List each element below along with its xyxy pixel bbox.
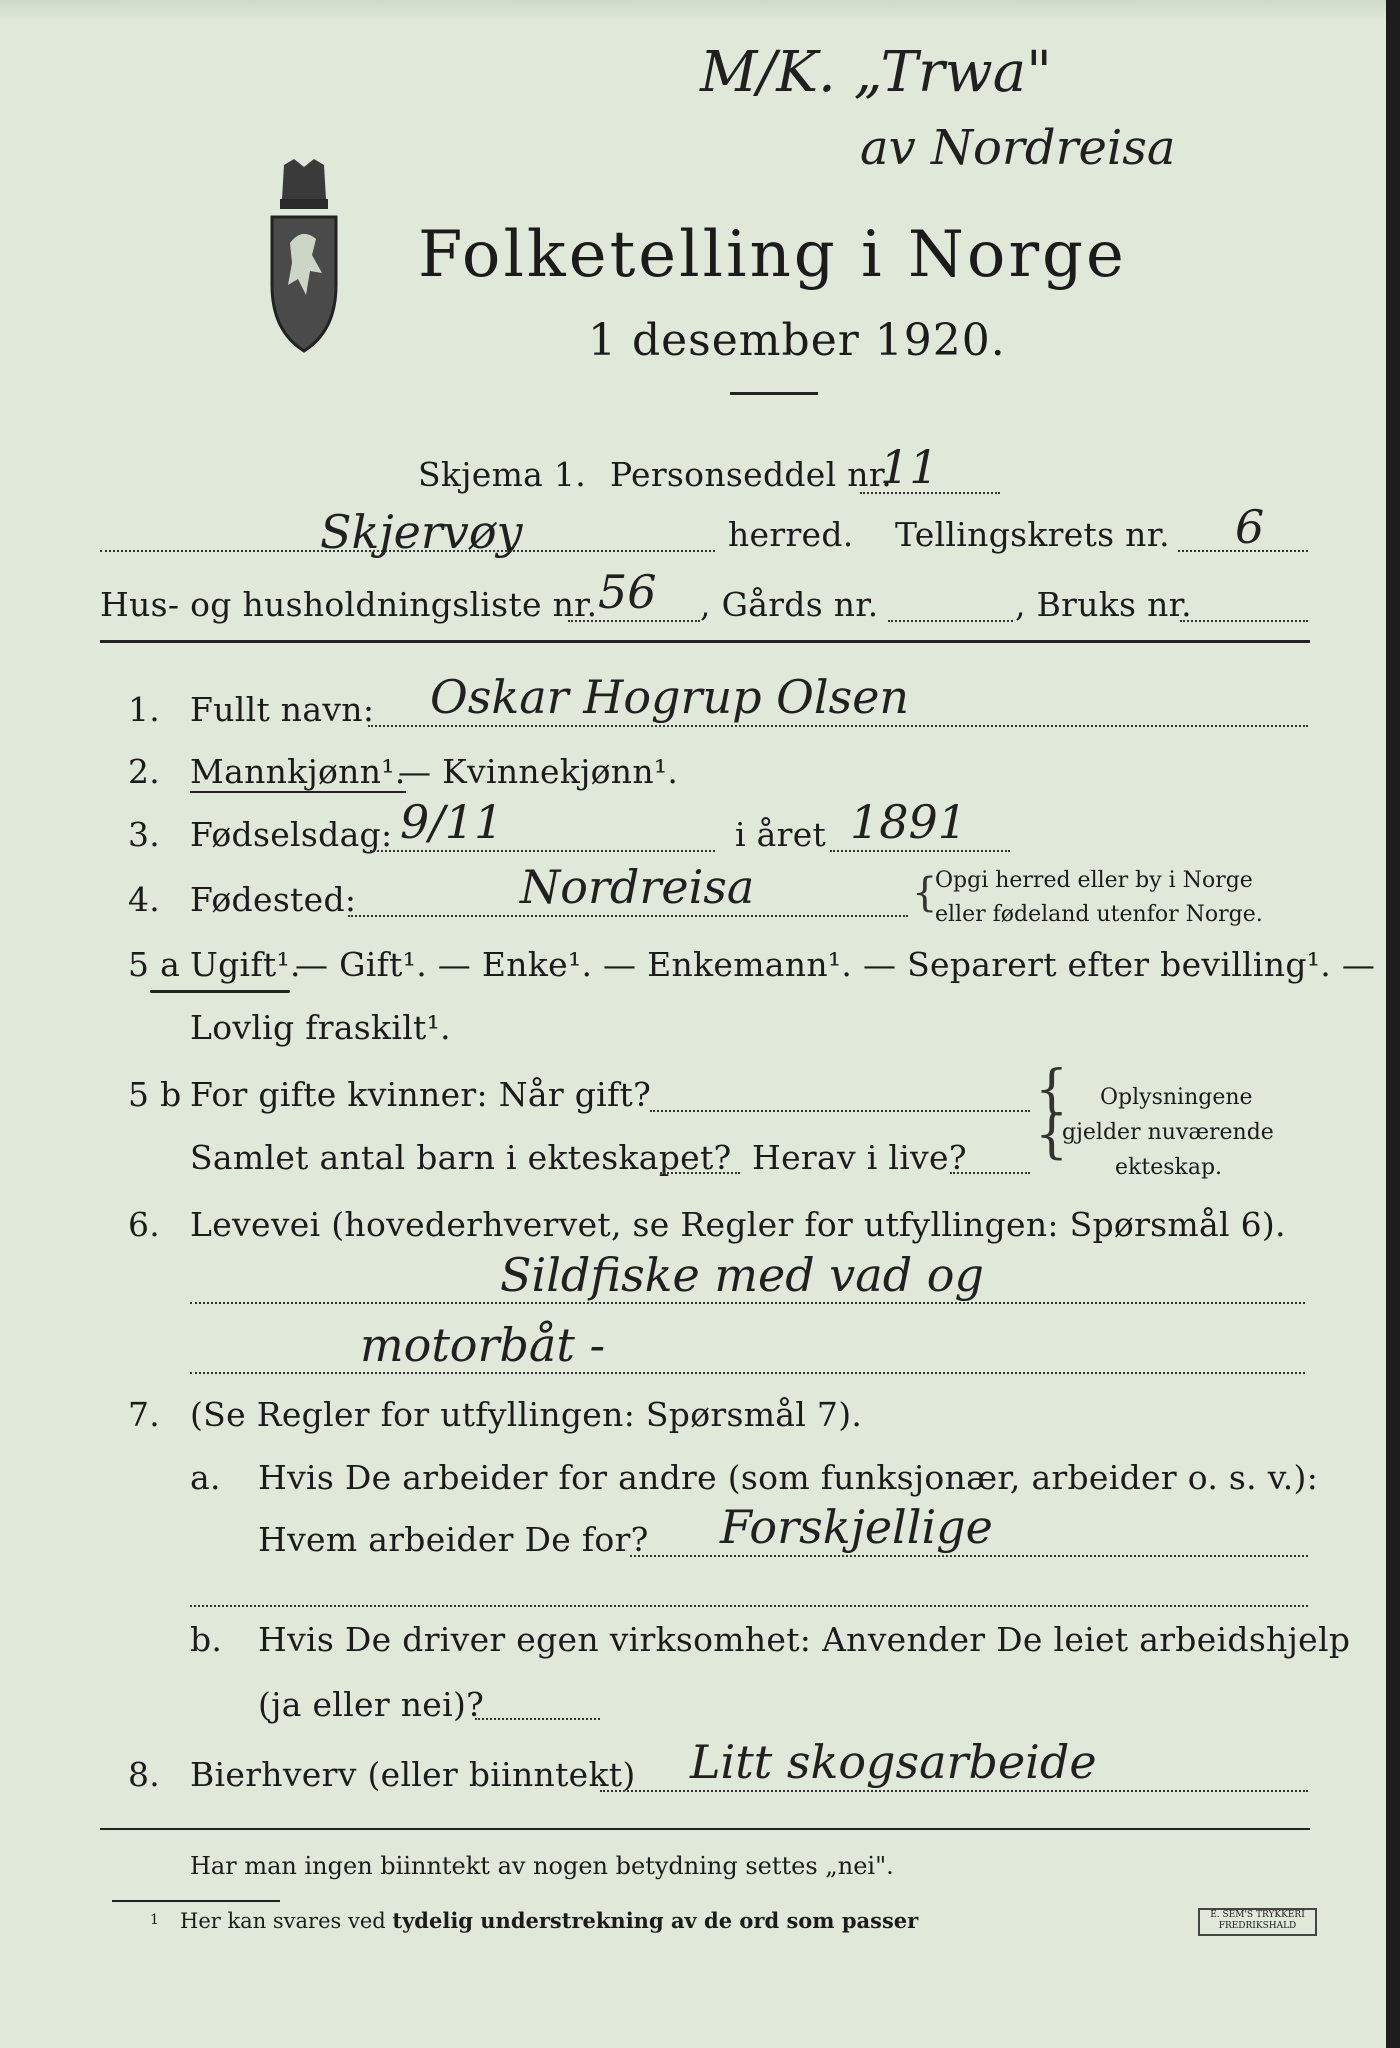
footer-note: Har man ingen biinntekt av nogen betydning settes „nei". xyxy=(190,1852,894,1880)
q6-number: 6. xyxy=(128,1205,161,1244)
q2-number: 2. xyxy=(128,752,161,791)
q4-number: 4. xyxy=(128,880,161,919)
form-title: Folketelling i Norge xyxy=(418,218,1127,292)
husliste-line xyxy=(568,620,700,622)
q5a-line2: Lovlig fraskilt¹. xyxy=(190,1008,451,1047)
q7b-line xyxy=(475,1718,600,1720)
section-divider xyxy=(100,640,1310,643)
q5b-alive-line xyxy=(950,1172,1030,1174)
q1-label: Fullt navn: xyxy=(190,690,375,729)
printer-line-1: E. SEM'S TRYKKERI xyxy=(1210,1910,1305,1920)
q5a-underline xyxy=(150,990,290,993)
herred-label: herred. xyxy=(728,515,854,554)
q7a-letter: a. xyxy=(190,1458,221,1497)
q5b-label: For gifte kvinner: Når gift? xyxy=(190,1075,652,1114)
q5b-alive: Herav i live? xyxy=(752,1138,967,1177)
q8-value: Litt skogsarbeide xyxy=(690,1735,1097,1789)
q6-line-2 xyxy=(190,1372,1305,1374)
q7-label: (Se Regler for utfyllingen: Spørsmål 7). xyxy=(190,1395,863,1434)
q5b-note-3: ekteskap. xyxy=(1115,1155,1223,1180)
q5a-number: 5 a xyxy=(128,945,181,984)
footnote-emphasis: tydelig understrekning av de ord som passer xyxy=(392,1908,919,1933)
bruks-line xyxy=(1180,620,1308,622)
q3-line xyxy=(370,850,715,852)
q4-line xyxy=(348,915,908,917)
q5b-married-line xyxy=(650,1110,1030,1112)
footnote-divider xyxy=(112,1900,280,1902)
q7a-label: Hvis De arbeider for andre (som funksjonær, arbeider o. s. v.): xyxy=(258,1458,1319,1497)
q5b-number: 5 b xyxy=(128,1075,182,1114)
q7b-label: Hvis De driver egen virksomhet: Anvender De leiet arbeidshjelp xyxy=(258,1620,1351,1659)
q1-number: 1. xyxy=(128,690,161,729)
gards-line xyxy=(888,620,1013,622)
q5b-note-2: gjelder nuværende xyxy=(1062,1120,1274,1145)
q5b-brace: { { xyxy=(1035,1060,1069,1165)
bruks-label: , Bruks nr. xyxy=(1015,585,1192,624)
schema-label: Skjema 1. xyxy=(418,455,587,494)
title-divider xyxy=(730,392,818,395)
footnote-mark: 1 xyxy=(150,1912,159,1928)
q3-value: 9/11 xyxy=(400,795,504,849)
q3-year-label: i året xyxy=(735,815,827,854)
q5a-ugift: Ugift¹. xyxy=(190,945,301,984)
q6-value-1: Sildfiske med vad og xyxy=(500,1248,984,1302)
q6-value-2: motorbåt - xyxy=(360,1318,606,1372)
personseddel-label: Personseddel nr. xyxy=(610,455,893,494)
q4-value: Nordreisa xyxy=(520,860,755,914)
herred-value: Skjervøy xyxy=(320,505,523,559)
personseddel-value: 11 xyxy=(880,440,939,494)
gards-label: , Gårds nr. xyxy=(700,585,879,624)
q6-label: Levevei (hovederhvervet, se Regler for utfyllingen: Spørsmål 6). xyxy=(190,1205,1286,1244)
footnote-text: Her kan svares ved xyxy=(180,1909,393,1933)
q3-year-line xyxy=(830,850,1010,852)
q2-male: Mannkjønn¹. xyxy=(190,752,406,791)
annotation-line2: av Nordreisa xyxy=(860,120,1176,176)
printer-stamp xyxy=(1198,1908,1317,1936)
footer-divider xyxy=(100,1828,1310,1830)
q7b-letter: b. xyxy=(190,1620,223,1659)
q3-year-value: 1891 xyxy=(850,795,968,849)
coat-of-arms-icon xyxy=(262,155,346,355)
q5b-children: Samlet antal barn i ekteskapet? xyxy=(190,1138,732,1177)
q4-brace: { xyxy=(912,870,938,916)
q6-line-1 xyxy=(190,1302,1305,1304)
q3-label: Fødselsdag: xyxy=(190,815,393,854)
q7a-line xyxy=(630,1555,1308,1557)
q7b-sub: (ja eller nei)? xyxy=(258,1685,485,1724)
husliste-label: Hus- og husholdningsliste nr. xyxy=(100,585,598,624)
q1-line xyxy=(368,725,1308,727)
q8-line xyxy=(600,1790,1308,1792)
census-date: 1 desember 1920. xyxy=(588,315,1006,366)
printer-line-2: FREDRIKSHALD xyxy=(1218,1921,1297,1931)
q4-note-1: Opgi herred eller by i Norge xyxy=(935,868,1253,893)
q5b-children-line xyxy=(660,1172,740,1174)
q4-note-2: eller fødeland utenfor Norge. xyxy=(935,902,1263,927)
q7-number: 7. xyxy=(128,1395,161,1434)
q4-label: Fødested: xyxy=(190,880,357,919)
q7a-value: Forskjellige xyxy=(720,1500,993,1554)
q7a-line-2 xyxy=(190,1605,1308,1607)
q1-value: Oskar Hogrup Olsen xyxy=(430,670,910,724)
q8-number: 8. xyxy=(128,1755,161,1794)
q5b-note-1: Oplysningene xyxy=(1100,1085,1253,1110)
q5a-options: — Gift¹. — Enke¹. — Enkemann¹. — Separert efter bevilling¹. — xyxy=(295,945,1376,984)
footnote xyxy=(180,1908,918,1933)
q2-other: — Kvinnekjønn¹. xyxy=(398,752,679,791)
q3-number: 3. xyxy=(128,815,161,854)
annotation-line1: M/K. „Trwa" xyxy=(700,40,1052,105)
husliste-value: 56 xyxy=(598,565,657,619)
tellingskrets-value: 6 xyxy=(1235,500,1265,554)
q7a-sub: Hvem arbeider De for? xyxy=(258,1520,649,1559)
tellingskrets-label: Tellingskrets nr. xyxy=(895,515,1170,554)
q8-label: Bierhverv (eller biinntekt) xyxy=(190,1755,636,1794)
